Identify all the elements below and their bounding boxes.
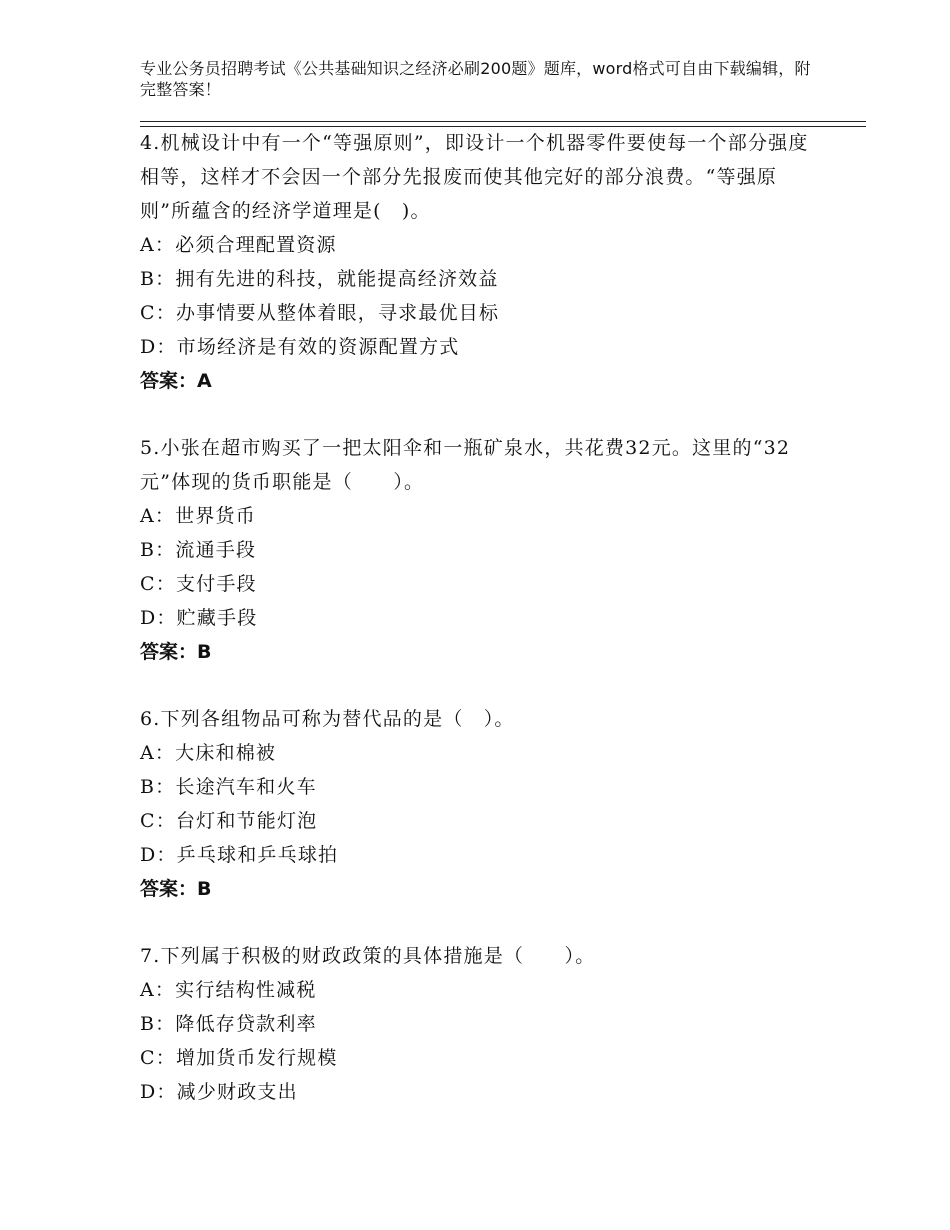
- option-b: B：拥有先进的科技，就能提高经济效益: [140, 268, 499, 290]
- option-b: B：长途汽车和火车: [140, 776, 317, 798]
- option-c: C：增加货币发行规模: [140, 1047, 338, 1069]
- question-text: 7.下列属于积极的财政政策的具体措施是（ ）。: [140, 945, 596, 967]
- option-a: A：必须合理配置资源: [140, 234, 337, 256]
- document-header: 专业公务员招聘考试《公共基础知识之经济必刷200题》题库，word格式可自由下载编辑，附完整答案！: [140, 59, 811, 99]
- question-7: [140, 939, 820, 1109]
- option-b: B：降低存贷款利率: [140, 1013, 317, 1035]
- option-c: C：支付手段: [140, 573, 257, 595]
- option-a: A：大床和棉被: [140, 742, 277, 764]
- question-text: 4.机械设计中有一个“等强原则”，即设计一个机器零件要使每一个部分强度相等，这样才不会因一个部分先报废而使其他完好的部分浪费。“等强原则”所蕴含的经济学道理是( )。: [140, 132, 809, 222]
- option-c: C：台灯和节能灯泡: [140, 810, 318, 832]
- option-a: A：世界货币: [140, 505, 256, 527]
- option-d: D：乒乓球和乒乓球拍: [140, 844, 339, 866]
- option-d: D：贮藏手段: [140, 607, 258, 629]
- option-d: D：市场经济是有效的资源配置方式: [140, 336, 460, 358]
- option-d: D：减少财政支出: [140, 1081, 298, 1103]
- answer-text: 答案：B: [140, 878, 212, 900]
- question-text: 6.下列各组物品可称为替代品的是（ ）。: [140, 708, 515, 730]
- question-4: [140, 126, 820, 398]
- answer-text: 答案：A: [140, 370, 212, 392]
- question-text: 5.小张在超市购买了一把太阳伞和一瓶矿泉水，共花费32元。这里的“32元”体现的货币职能是（ ）。: [140, 437, 791, 493]
- option-c: C：办事情要从整体着眼，寻求最优目标: [140, 302, 500, 324]
- option-a: A：实行结构性减税: [140, 979, 317, 1001]
- answer-text: 答案：B: [140, 641, 212, 663]
- question-6: [140, 702, 820, 906]
- question-5: [140, 431, 820, 669]
- question-list: [140, 126, 820, 1142]
- option-b: B：流通手段: [140, 539, 257, 561]
